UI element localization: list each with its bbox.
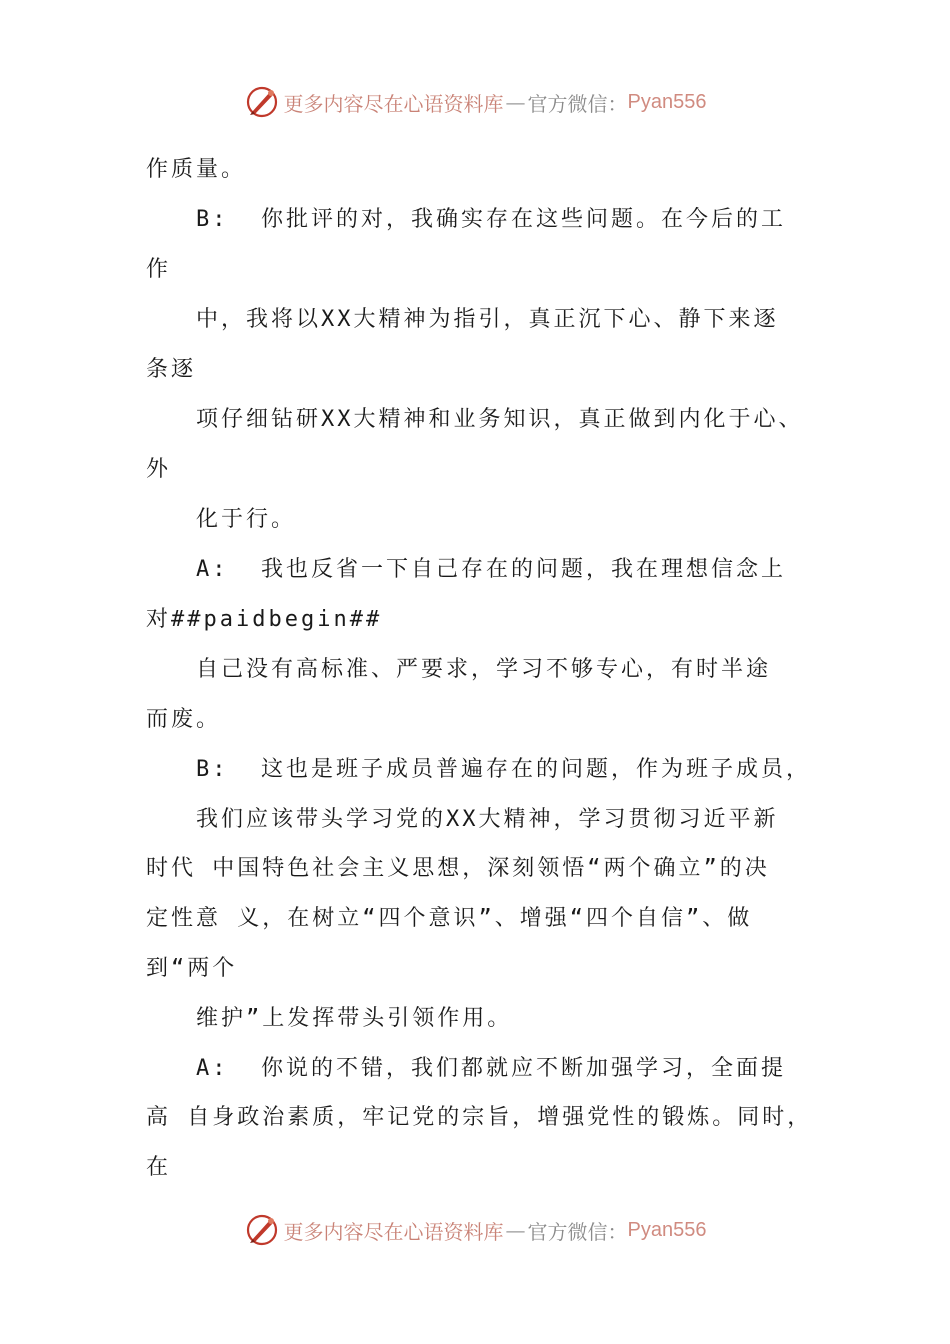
text-line: 作质量。	[146, 157, 247, 182]
watermark-text: 更多内容尽在心语资料库	[283, 1219, 504, 1244]
text-line: 对##paidbegin##	[146, 607, 383, 632]
text-line: 而废。	[146, 707, 222, 732]
watermark-separator: —	[505, 90, 526, 114]
text-line: 作	[146, 257, 172, 282]
watermark-separator: —	[505, 1218, 526, 1242]
text-line: 高 自身政治素质，牢记党的宗旨，增强党性的锻炼。同时，	[146, 1105, 813, 1130]
footer-watermark	[0, 1210, 950, 1250]
text-line: 条逐	[146, 357, 197, 382]
text-line: 化于行。	[196, 507, 297, 532]
text-line: 维护”上发挥带头引领作用。	[196, 1006, 513, 1031]
watermark-text: 更多内容尽在心语资料库	[283, 91, 504, 116]
header-watermark	[0, 82, 950, 122]
pen-logo-icon	[244, 84, 280, 120]
text-line: 定性意 义，在树立“四个意识”、增强“四个自信”、做	[146, 906, 753, 931]
text-line: 在	[146, 1155, 172, 1180]
pen-logo-icon	[244, 1212, 280, 1248]
watermark-label: 官方微信：	[527, 91, 628, 116]
watermark-wechat-id: Pyan556	[627, 90, 707, 113]
text-line: 自己没有高标准、严要求，学习不够专心，有时半途	[196, 657, 772, 682]
text-line: 项仔细钻研XX大精神和业务知识，真正做到内化于心、	[196, 407, 804, 432]
text-line: 外	[146, 457, 172, 482]
text-line: 时代 中国特色社会主义思想，深刻领悟“两个确立”的决	[146, 856, 770, 881]
watermark-wechat-id: Pyan556	[627, 1218, 707, 1241]
watermark-label: 官方微信：	[527, 1219, 628, 1244]
text-line: 我们应该带头学习党的XX大精神，学习贯彻习近平新	[196, 807, 779, 832]
text-line: 中，我将以XX大精神为指引，真正沉下心、静下来逐	[196, 307, 779, 332]
text-line: B: 这也是班子成员普遍存在的问题，作为班子成员，	[196, 757, 811, 782]
text-line: A: 我也反省一下自己存在的问题，我在理想信念上	[196, 557, 786, 582]
text-line: B: 你批评的对，我确实存在这些问题。在今后的工	[196, 207, 786, 232]
text-line: A: 你说的不错，我们都就应不断加强学习，全面提	[196, 1056, 786, 1081]
text-line: 到“两个	[146, 956, 238, 981]
